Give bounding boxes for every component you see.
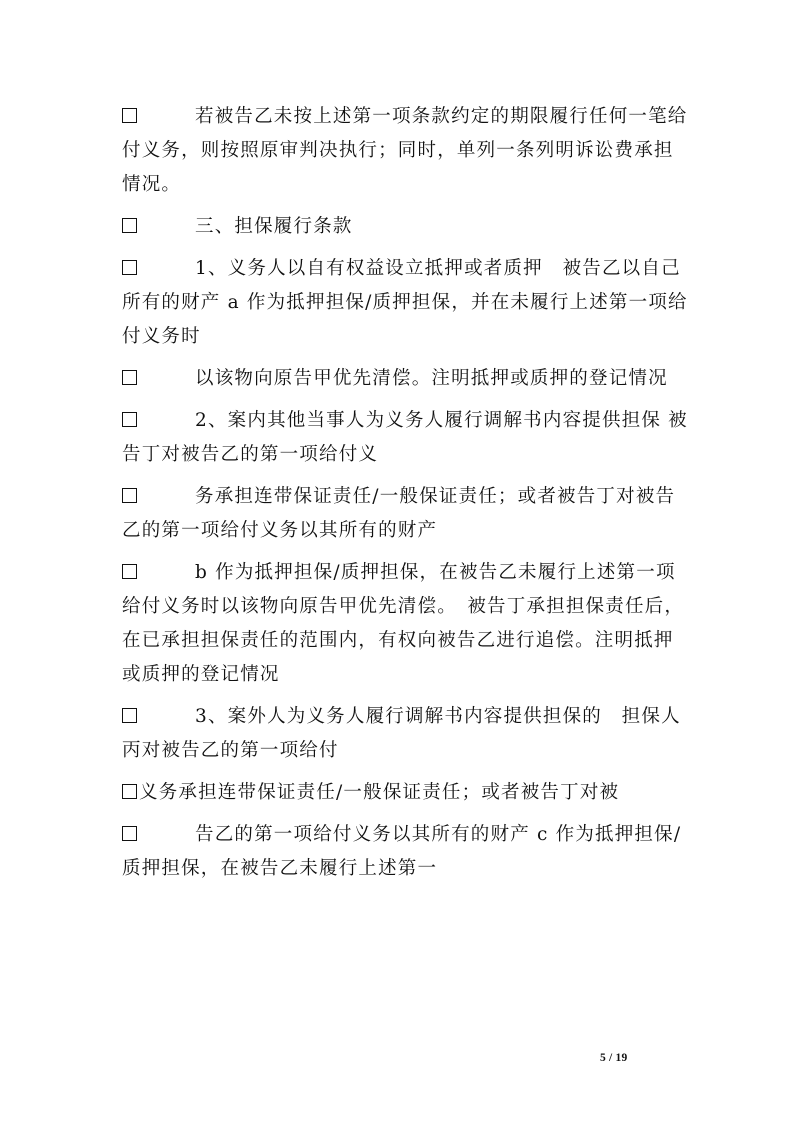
paragraph-text: b 作为抵押担保/质押担保，在被告乙未履行上述第一项给付义务时以该物向原告甲优先清偿。 被告丁承担担保责任后，在已承担担保责任的范围内，有权向被告乙进行追偿。注明抵押或质押的登记情况 — [122, 562, 685, 685]
paragraph-text: 告乙的第一项给付义务以其所有的财产 c 作为抵押担保/质押担保，在被告乙未履行上述第一 — [122, 824, 682, 879]
paragraph-text: 务承担连带保证责任/一般保证责任；或者被告丁对被告乙的第一项给付义务以其所有的财产 — [122, 486, 676, 541]
checkbox-icon[interactable] — [122, 488, 137, 503]
paragraph-text: 若被告乙未按上述第一项条款约定的期限履行任何一笔给付义务，则按照原审判决执行；同时，单列一条列明诉讼费承担情况。 — [122, 106, 688, 195]
paragraph-clause-3-cont — [122, 776, 692, 810]
paragraph-text: 3、案外人为义务人履行调解书内容提供担保的 担保人丙对被告乙的第一项给付 — [122, 706, 681, 761]
paragraph-clause-2 — [122, 404, 692, 472]
paragraph-clause-2-b — [122, 556, 692, 692]
paragraph-section-heading — [122, 210, 692, 244]
paragraph-text: 2、案内其他当事人为义务人履行调解书内容提供担保 被告丁对被告乙的第一项给付义 — [122, 410, 688, 465]
paragraph-text: 以该物向原告甲优先清偿。注明抵押或质押的登记情况 — [195, 368, 668, 389]
paragraph-clause-1 — [122, 252, 692, 354]
paragraph-clause-3-c — [122, 818, 692, 886]
checkbox-icon[interactable] — [122, 108, 137, 123]
paragraph-default-clause — [122, 100, 692, 202]
checkbox-icon[interactable] — [122, 218, 137, 233]
paragraph-text: 1、义务人以自有权益设立抵押或者质押 被告乙以自己所有的财产 a 作为抵押担保/质押担保，并在未履行上述第一项给付义务时 — [122, 258, 688, 347]
paragraph-clause-1-cont — [122, 362, 692, 396]
paragraph-clause-2-cont — [122, 480, 692, 548]
document-body — [122, 100, 692, 886]
checkbox-icon[interactable] — [122, 784, 137, 799]
paragraph-clause-3 — [122, 700, 692, 768]
checkbox-icon[interactable] — [122, 412, 137, 427]
section-heading: 三、担保履行条款 — [195, 216, 353, 237]
checkbox-icon[interactable] — [122, 708, 137, 723]
paragraph-text: 义务承担连带保证责任/一般保证责任；或者被告丁对被 — [139, 782, 620, 803]
checkbox-icon[interactable] — [122, 370, 137, 385]
checkbox-icon[interactable] — [122, 826, 137, 841]
page-number: 5 / 19 — [600, 1052, 628, 1064]
checkbox-icon[interactable] — [122, 260, 137, 275]
checkbox-icon[interactable] — [122, 564, 137, 579]
